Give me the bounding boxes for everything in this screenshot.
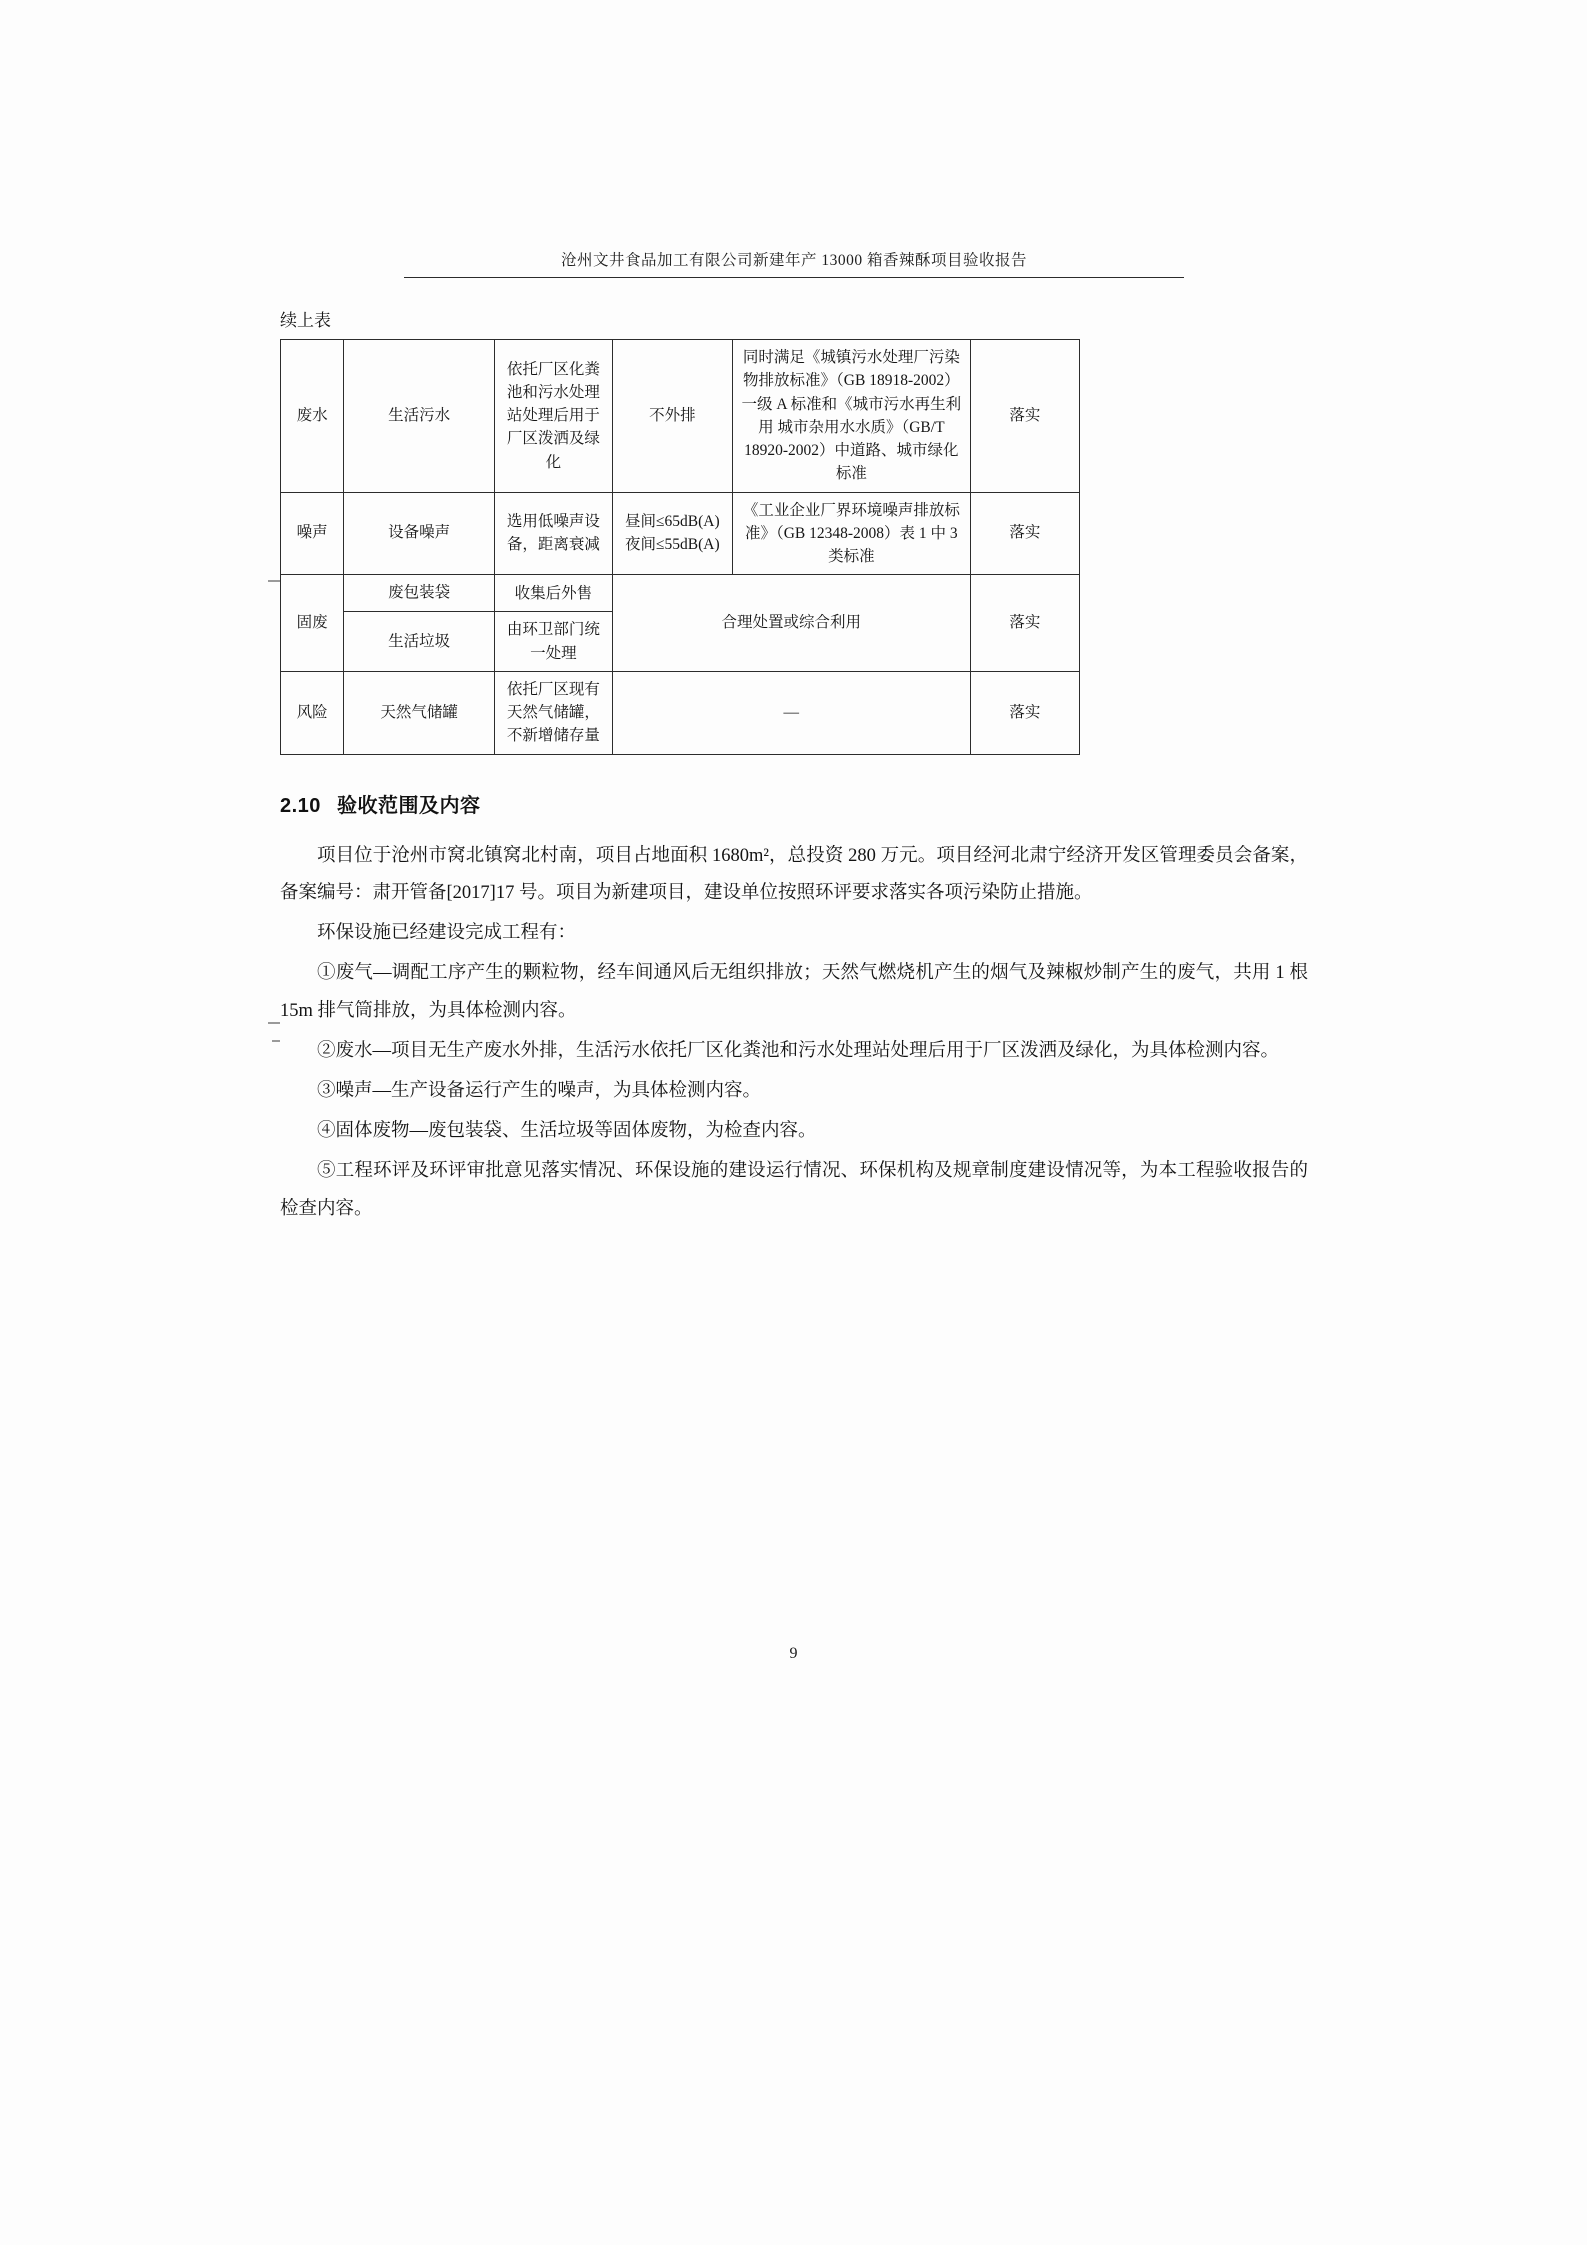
pollution-measures-table — [280, 339, 1080, 755]
paragraph-noise: ③噪声—生产设备运行产生的噪声，为具体检测内容。 — [317, 1081, 762, 1102]
cell-status: 落实 — [970, 671, 1079, 754]
section-number: 2.10 — [280, 794, 321, 817]
cell-status: 落实 — [970, 492, 1079, 575]
cell-category: 固废 — [281, 575, 344, 672]
cell-status: 落实 — [970, 575, 1079, 672]
cell-item: 生活垃圾 — [344, 612, 495, 672]
table-row — [281, 575, 1080, 612]
cell-category: 噪声 — [281, 492, 344, 575]
table-row — [281, 492, 1080, 575]
cell-merged-standard: 合理处置或综合利用 — [612, 575, 970, 672]
cell-item: 设备噪声 — [344, 492, 495, 575]
paragraph-facilities-intro: 环保设施已经建设完成工程有： — [317, 923, 577, 944]
cell-item: 生活污水 — [344, 340, 495, 493]
cell-measure: 由环卫部门统一处理 — [494, 612, 612, 672]
paragraph-waste-gas: ①废气—调配工序产生的颗粒物，经车间通风后无组织排放；天然气燃烧机产生的烟气及辣椒炒制产生的废气，共用 1 根 15m 排气筒排放，为具体检测内容。 — [280, 963, 1308, 1022]
cell-item: 废包装袋 — [344, 575, 495, 612]
page-content — [258, 248, 1330, 1231]
section-heading — [280, 789, 1330, 818]
cell-item: 天然气储罐 — [344, 671, 495, 754]
page-number: 9 — [789, 1645, 798, 1662]
cell-emission: 昼间≤65dB(A) 夜间≤55dB(A) — [612, 492, 732, 575]
running-header: 沧州文井食品加工有限公司新建年产 13000 箱香辣酥项目验收报告 — [404, 248, 1184, 278]
paragraph-solid-waste: ④固体废物—废包装袋、生活垃圾等固体废物，为检查内容。 — [317, 1120, 817, 1141]
paragraph-project-location: 项目位于沧州市窝北镇窝北村南，项目占地面积 1680m²，总投资 280 万元。项目经河北肃宁经济开发区管理委员会备案，备案编号：肃开管备[2017]17 号。项目为新建项目，建设单位按照环评要求落实各项污染防止措施。 — [280, 845, 1308, 904]
cell-emission: — — [612, 671, 970, 754]
cell-emission: 不外排 — [612, 340, 732, 493]
cell-status: 落实 — [970, 340, 1079, 493]
cell-measure: 收集后外售 — [494, 575, 612, 612]
paragraph-eia-review: ⑤工程环评及环评审批意见落实情况、环保设施的建设运行情况、环保机构及规章制度建设情况等，为本工程验收报告的检查内容。 — [280, 1160, 1308, 1219]
paragraph-waste-water: ②废水—项目无生产废水外排，生活污水依托厂区化粪池和污水处理站处理后用于厂区泼洒及绿化，为具体检测内容。 — [317, 1041, 1280, 1062]
cell-category: 风险 — [281, 671, 344, 754]
cell-standard: 《工业企业厂界环境噪声排放标准》（GB 12348-2008）表 1 中 3 类标准 — [732, 492, 970, 575]
cell-category: 废水 — [281, 340, 344, 493]
cell-measure: 依托厂区化粪池和污水处理站处理后用于厂区泼洒及绿化 — [494, 340, 612, 493]
table-row — [281, 671, 1080, 754]
cell-measure: 依托厂区现有天然气储罐，不新增储存量 — [494, 671, 612, 754]
table-row — [281, 340, 1080, 493]
section-title: 验收范围及内容 — [337, 794, 481, 817]
cell-measure: 选用低噪声设备，距离衰减 — [494, 492, 612, 575]
table-caption: 续上表 — [280, 311, 331, 330]
cell-standard: 同时满足《城镇污水处理厂污染物排放标准》（GB 18918-2002）一级 A 标准和《城市污水再生利用 城市杂用水水质》（GB/T 18920-2002）中道路、城市绿化标准 — [732, 340, 970, 493]
